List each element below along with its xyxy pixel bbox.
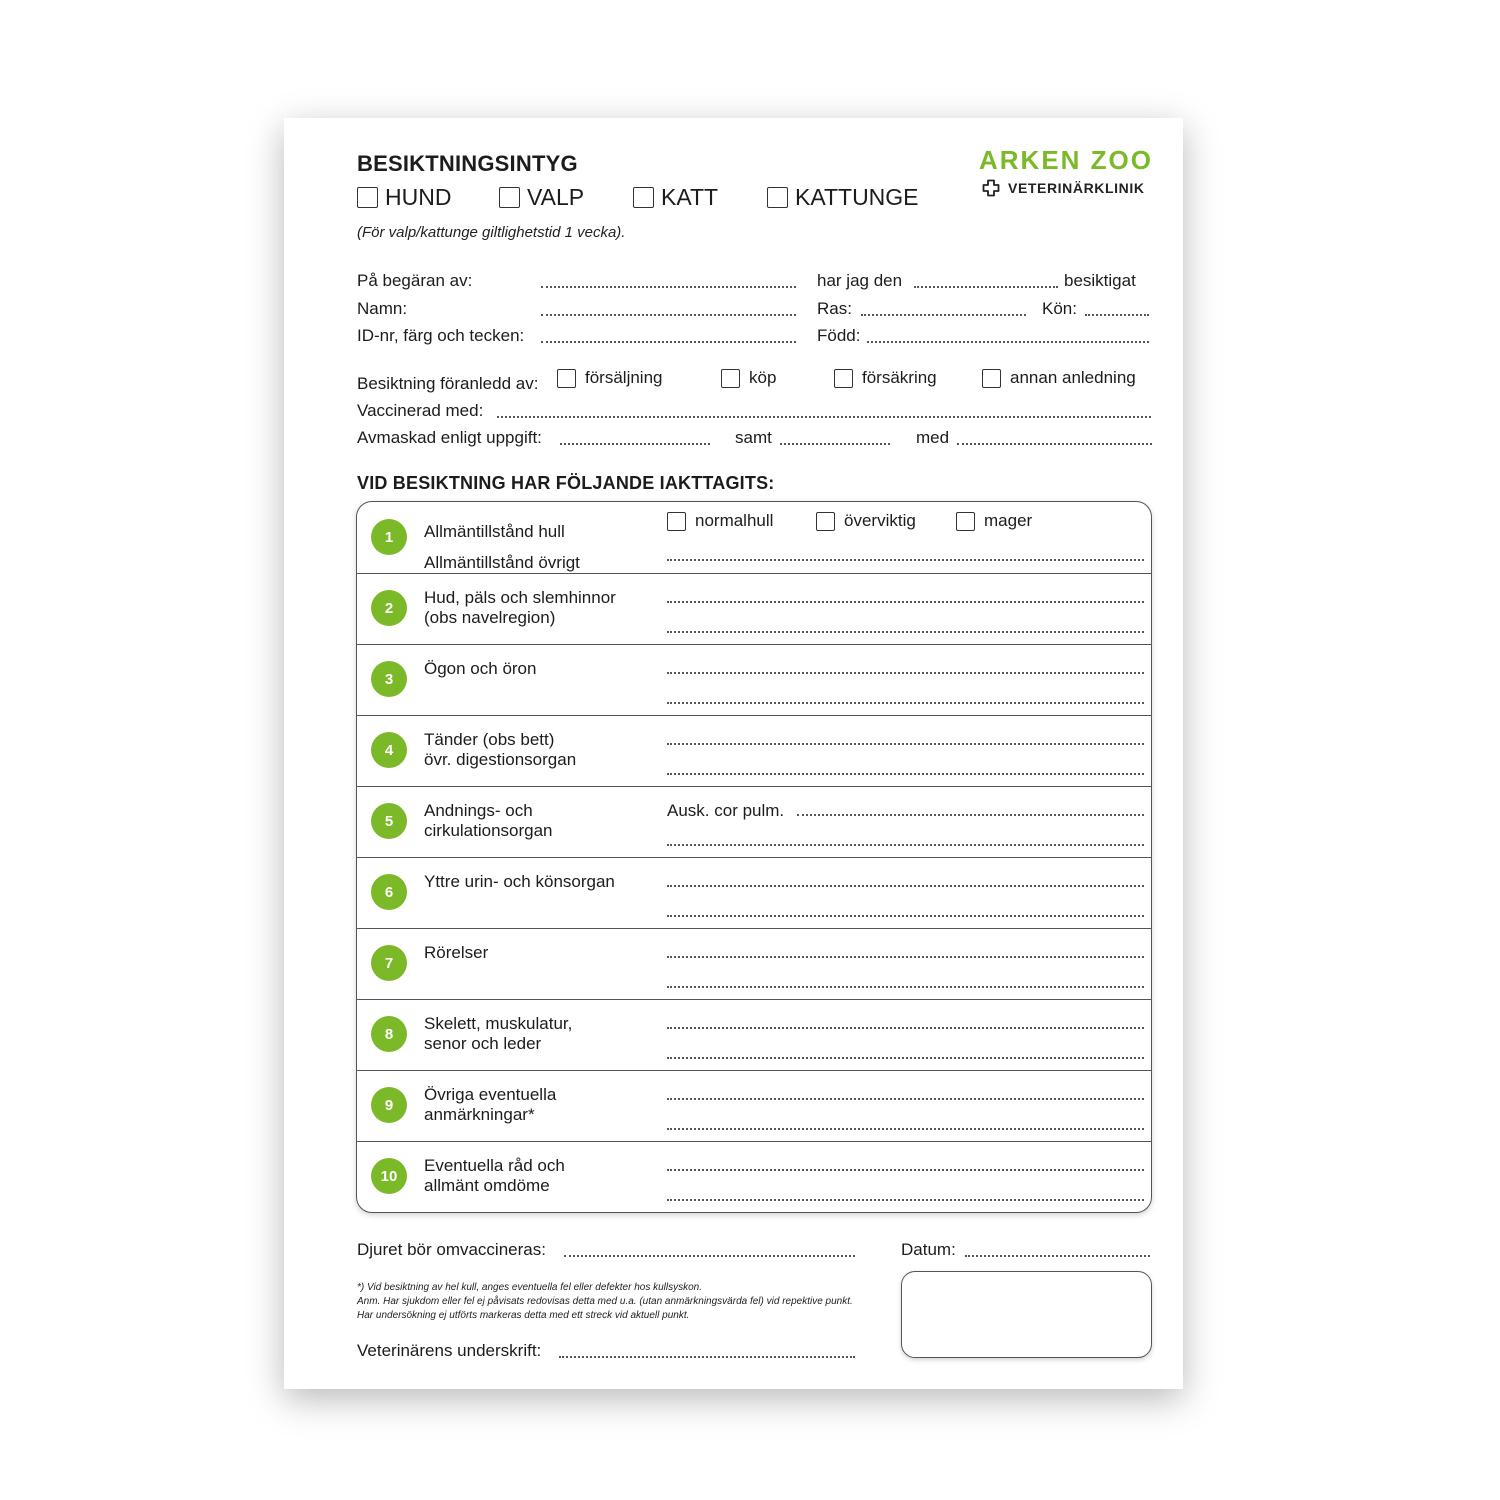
observation-field[interactable]: [667, 773, 1144, 775]
and-label: samt: [735, 428, 772, 447]
stamp-box[interactable]: [901, 1271, 1152, 1358]
row-number-badge: 4: [371, 732, 407, 768]
requested-by-field[interactable]: [541, 286, 796, 288]
observations-table: [356, 501, 1152, 1213]
observation-row-8: [357, 1000, 1151, 1071]
row-number-badge: 1: [371, 519, 407, 555]
observation-row-4: [357, 716, 1151, 787]
dewormed-label: Avmaskad enligt uppgift:: [357, 428, 542, 447]
born-label: Född:: [817, 326, 861, 345]
checkbox[interactable]: [667, 512, 686, 531]
observation-row-10: [357, 1142, 1151, 1213]
observation-field[interactable]: [667, 1027, 1144, 1029]
checkbox[interactable]: [633, 187, 654, 208]
breed-label: Ras:: [817, 299, 852, 318]
inspection-date-field[interactable]: [914, 286, 1058, 288]
checkbox[interactable]: [982, 369, 1001, 388]
checkbox[interactable]: [767, 187, 788, 208]
breed-field[interactable]: [861, 314, 1026, 316]
row-number-badge: 8: [371, 1016, 407, 1052]
row-number-badge: 9: [371, 1087, 407, 1123]
row-label: Andnings- och cirkulationsorgan: [424, 801, 553, 840]
name-label: Namn:: [357, 299, 408, 318]
date-field[interactable]: [965, 1255, 1150, 1257]
observation-row-9: [357, 1071, 1151, 1142]
row-label: Tänder (obs bett) övr. digestionsorgan: [424, 730, 577, 769]
row-number-badge: 6: [371, 874, 407, 910]
reason-kop[interactable]: köp: [721, 368, 776, 388]
observation-field[interactable]: [667, 559, 1144, 561]
row-label: Yttre urin- och könsorgan: [424, 872, 615, 891]
observation-field[interactable]: [667, 885, 1144, 887]
observation-field[interactable]: [667, 702, 1144, 704]
row-label: Eventuella råd och allmänt omdöme: [424, 1156, 565, 1195]
footnotes: *) Vid besiktning av hel kull, anges eventuella fel eller defekter hos kullsyskon. Anm. Har sjukdom eller fel ej påvisats redovisas detta med u.a. (utan anmärkningsvärda fel) vid repektive punkt. Har undersökning ej utförts markeras detta med ett streck vid aktuell punkt.: [357, 1282, 853, 1321]
checkbox[interactable]: [499, 187, 520, 208]
species-kattunge[interactable]: KATTUNGE: [767, 184, 919, 211]
row-number-badge: 2: [371, 590, 407, 626]
row-label: Ögon och öron: [424, 659, 537, 678]
vaccinated-label: Vaccinerad med:: [357, 401, 484, 420]
sex-label: Kön:: [1042, 299, 1077, 318]
species-hund[interactable]: HUND: [357, 184, 451, 211]
dewormed-with-field[interactable]: [957, 443, 1152, 445]
species-katt[interactable]: KATT: [633, 184, 718, 211]
requested-by-label: På begäran av:: [357, 271, 473, 290]
logo-subtitle: VETERINÄRKLINIK: [982, 179, 1145, 197]
observation-field[interactable]: [667, 631, 1144, 633]
observation-field[interactable]: [667, 844, 1144, 846]
observation-field[interactable]: [667, 1098, 1144, 1100]
revaccinate-label: Djuret bör omvaccineras:: [357, 1240, 546, 1259]
observation-row-2: [357, 574, 1151, 645]
born-field[interactable]: [867, 341, 1149, 343]
dewormed-date-field[interactable]: [780, 443, 890, 445]
row-label: Skelett, muskulatur, senor och leder: [424, 1014, 573, 1053]
observation-field[interactable]: [667, 743, 1144, 745]
condition-mager[interactable]: mager: [956, 511, 1032, 531]
row-label: Hud, päls och slemhinnor (obs navelregion): [424, 588, 616, 627]
row-number-badge: 7: [371, 945, 407, 981]
dewormed-field[interactable]: [560, 443, 710, 445]
row-number-badge: 3: [371, 661, 407, 697]
date-label: Datum:: [901, 1240, 956, 1259]
species-valp[interactable]: VALP: [499, 184, 584, 211]
observation-field[interactable]: [667, 1199, 1144, 1201]
observation-row-3: [357, 645, 1151, 716]
observation-row-7: [357, 929, 1151, 1000]
inspected-label: besiktigat: [1064, 271, 1136, 290]
revaccinate-field[interactable]: [564, 1255, 855, 1257]
reason-annan[interactable]: annan anledning: [982, 368, 1136, 388]
observation-row-1: [357, 502, 1151, 574]
checkbox[interactable]: [816, 512, 835, 531]
observation-field[interactable]: [667, 1169, 1144, 1171]
condition-normalhull[interactable]: normalhull: [667, 511, 773, 531]
checkbox[interactable]: [721, 369, 740, 388]
observation-field[interactable]: [667, 601, 1144, 603]
reason-forsakring[interactable]: försäkring: [834, 368, 937, 388]
validity-note: (För valp/kattunge giltlighetstid 1 vecka).: [357, 224, 626, 241]
row-number-badge: 10: [371, 1158, 407, 1194]
observation-field[interactable]: [667, 915, 1144, 917]
row-label: Allmäntillstånd hull Allmäntillstånd övrigt: [424, 522, 580, 572]
condition-overviktig[interactable]: överviktig: [816, 511, 916, 531]
signature-field[interactable]: [559, 1356, 855, 1358]
observation-field[interactable]: [667, 672, 1144, 674]
observation-field[interactable]: [667, 956, 1144, 958]
reason-label: Besiktning föranledd av:: [357, 374, 539, 393]
name-field[interactable]: [541, 314, 796, 316]
observations-heading: VID BESIKTNING HAR FÖLJANDE IAKTTAGITS:: [357, 473, 775, 493]
logo-wordmark: ARKEN ZOO: [979, 145, 1153, 175]
id-color-label: ID-nr, färg och tecken:: [357, 326, 525, 345]
observation-field[interactable]: [667, 1128, 1144, 1130]
sex-field[interactable]: [1085, 314, 1149, 316]
observation-row-5: [357, 787, 1151, 858]
row-number-badge: 5: [371, 803, 407, 839]
vaccinated-field[interactable]: [497, 416, 1151, 418]
signature-label: Veterinärens underskrift:: [357, 1341, 542, 1360]
checkbox[interactable]: [557, 369, 576, 388]
observation-field[interactable]: [797, 814, 1144, 816]
checkbox[interactable]: [834, 369, 853, 388]
page-title: BESIKTNINGSINTYG: [357, 151, 578, 176]
plus-cross-icon: [982, 179, 1000, 197]
checkbox[interactable]: [357, 187, 378, 208]
cardio-prefix: Ausk. cor pulm.: [667, 801, 785, 820]
observation-field[interactable]: [667, 1057, 1144, 1059]
observation-row-6: [357, 858, 1151, 929]
id-color-field[interactable]: [541, 341, 796, 343]
row-label: Övriga eventuella anmärkningar*: [424, 1085, 557, 1124]
reason-forsaljning[interactable]: försäljning: [557, 368, 663, 388]
have-i-label: har jag den: [817, 271, 903, 290]
row-label: Rörelser: [424, 943, 489, 962]
with-label: med: [916, 428, 950, 447]
checkbox[interactable]: [956, 512, 975, 531]
observation-field[interactable]: [667, 986, 1144, 988]
